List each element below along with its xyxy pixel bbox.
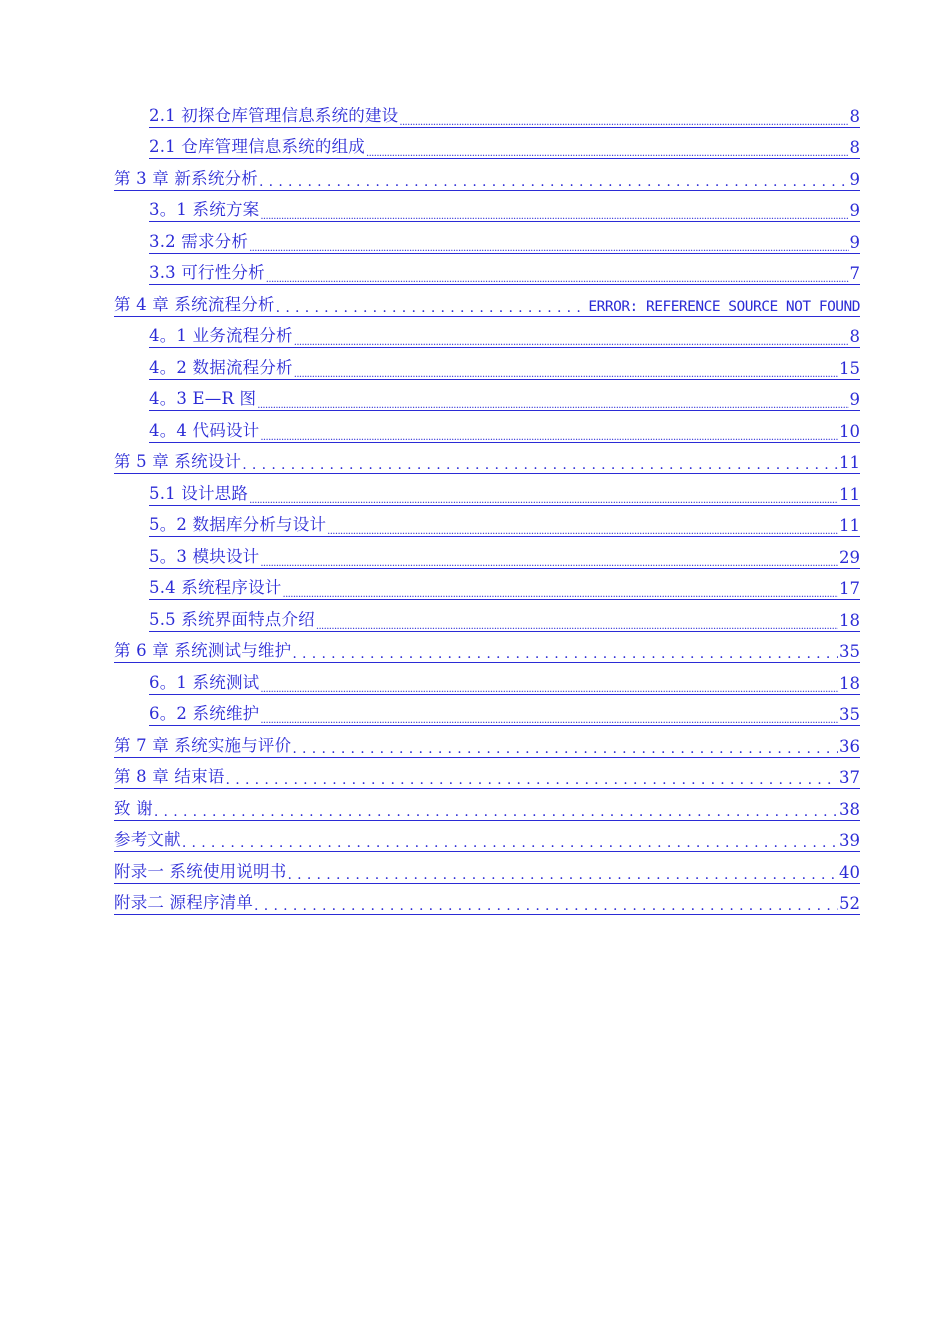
- toc-dot-leader: [294, 361, 838, 378]
- toc-entry-title: 6。2 系统维护: [149, 704, 260, 723]
- toc-section-link[interactable]: [149, 348, 860, 380]
- toc-dot-leader: [226, 771, 838, 788]
- toc-dot-leader: [292, 739, 838, 756]
- toc-entry-page-number: 8: [849, 138, 860, 157]
- toc-dot-leader: [283, 582, 839, 599]
- toc-section-link[interactable]: [149, 254, 860, 286]
- toc-section-link[interactable]: [149, 537, 860, 569]
- toc-section-link[interactable]: [149, 191, 860, 223]
- toc-entry-page-number: 9: [849, 201, 860, 220]
- toc-entry-page-number: 29: [839, 547, 860, 567]
- toc-dot-leader: [242, 456, 838, 473]
- toc-entry-title: 第 4 章 系统流程分析: [114, 294, 275, 314]
- toc-dot-leader: [260, 676, 838, 693]
- toc-dot-leader: [182, 834, 838, 851]
- toc-dot-leader: [287, 865, 838, 882]
- toc-entry-title: 2.1 仓库管理信息系统的组成: [149, 137, 365, 156]
- toc-dot-leader: [327, 519, 838, 536]
- toc-chapter-link[interactable]: [114, 758, 860, 790]
- toc-dot-leader: [260, 204, 848, 221]
- toc-dot-leader: [294, 330, 849, 347]
- toc-entry-title: 附录二 源程序清单: [114, 893, 254, 912]
- toc-section-link[interactable]: [149, 474, 860, 506]
- toc-entry-page-number: 15: [839, 358, 860, 378]
- toc-entry-page-number: ERROR: REFERENCE SOURCE NOT FOUND: [588, 298, 860, 315]
- toc-entry-title: 5.4 系统程序设计: [149, 578, 282, 597]
- toc-entry-page-number: 11: [839, 516, 860, 535]
- toc-chapter-link[interactable]: [114, 789, 860, 821]
- toc-entry-page-number: 7: [849, 264, 860, 283]
- toc-section-link[interactable]: [149, 128, 860, 160]
- toc-chapter-link[interactable]: [114, 884, 860, 916]
- toc-dot-leader: [257, 393, 848, 410]
- toc-section-link[interactable]: [149, 96, 860, 128]
- toc-dot-leader: [316, 613, 838, 630]
- toc-entry-page-number: 11: [839, 484, 860, 504]
- toc-entry-title: 4。2 数据流程分析: [149, 357, 293, 377]
- toc-entry-title: 5。2 数据库分析与设计: [149, 515, 327, 534]
- toc-entry-page-number: 40: [839, 862, 860, 882]
- toc-chapter-link[interactable]: [114, 726, 860, 758]
- toc-entry-title: 5.5 系统界面特点介绍: [149, 609, 315, 629]
- toc-entry-page-number: 35: [839, 642, 860, 661]
- toc-entry-page-number: 11: [839, 453, 860, 472]
- toc-entry-title: 2.1 初探仓库管理信息系统的建设: [149, 105, 399, 125]
- toc-entry-page-number: 38: [839, 799, 860, 819]
- toc-entry-title: 4。4 代码设计: [149, 420, 260, 440]
- toc-entry-title: 3。1 系统方案: [149, 200, 260, 219]
- toc-dot-leader: [366, 141, 849, 158]
- toc-dot-leader: [260, 708, 838, 725]
- toc-entry-title: 参考文献: [114, 830, 181, 849]
- toc-entry-title: 致 谢: [114, 798, 153, 818]
- toc-dot-leader: [259, 172, 849, 189]
- toc-entry-page-number: 9: [849, 390, 860, 409]
- toc-dot-leader: [276, 298, 588, 315]
- toc-entry-title: 第 6 章 系统测试与维护: [114, 641, 292, 660]
- toc-dot-leader: [266, 267, 849, 284]
- toc-dot-leader: [249, 487, 838, 504]
- toc-entry-title: 5。3 模块设计: [149, 546, 260, 566]
- toc-entry-title: 附录一 系统使用说明书: [114, 861, 287, 881]
- toc-section-link[interactable]: [149, 695, 860, 727]
- toc-entry-page-number: 10: [839, 421, 860, 441]
- toc-section-link[interactable]: [149, 380, 860, 412]
- toc-chapter-link[interactable]: [114, 285, 860, 317]
- toc-entry-title: 4。3 E—R 图: [149, 389, 257, 408]
- toc-section-link[interactable]: [149, 222, 860, 254]
- toc-section-link[interactable]: [149, 411, 860, 443]
- toc-chapter-link[interactable]: [114, 852, 860, 884]
- toc-entry-page-number: 8: [849, 327, 860, 346]
- toc-entry-page-number: 52: [839, 894, 860, 913]
- toc-entry-page-number: 9: [849, 232, 860, 252]
- toc-entry-title: 第 8 章 结束语: [114, 767, 225, 786]
- toc-section-link[interactable]: [149, 569, 860, 601]
- toc-entry-page-number: 39: [839, 831, 860, 850]
- toc-section-link[interactable]: [149, 506, 860, 538]
- toc-section-link[interactable]: [149, 600, 860, 632]
- toc-dot-leader: [154, 802, 838, 819]
- table-of-contents: [114, 96, 860, 915]
- toc-entry-page-number: 37: [839, 768, 860, 787]
- toc-entry-title: 3.3 可行性分析: [149, 263, 265, 282]
- toc-dot-leader: [254, 897, 838, 914]
- toc-entry-page-number: 18: [839, 673, 860, 693]
- toc-entry-title: 第 7 章 系统实施与评价: [114, 735, 292, 755]
- toc-chapter-link[interactable]: [114, 159, 860, 191]
- toc-chapter-link[interactable]: [114, 632, 860, 664]
- toc-entry-page-number: 36: [839, 736, 860, 756]
- toc-entry-page-number: 9: [849, 169, 860, 189]
- toc-entry-title: 5.1 设计思路: [149, 483, 249, 503]
- toc-entry-title: 4。1 业务流程分析: [149, 326, 293, 345]
- toc-chapter-link[interactable]: [114, 821, 860, 853]
- toc-entry-title: 第 3 章 新系统分析: [114, 168, 258, 188]
- toc-entry-title: 3.2 需求分析: [149, 231, 249, 251]
- toc-section-link[interactable]: [149, 317, 860, 349]
- toc-dot-leader: [292, 645, 838, 662]
- toc-dot-leader: [249, 235, 848, 252]
- toc-entry-page-number: 17: [839, 579, 860, 598]
- toc-entry-page-number: 18: [839, 610, 860, 630]
- toc-dot-leader: [399, 109, 848, 126]
- toc-dot-leader: [260, 424, 838, 441]
- toc-section-link[interactable]: [149, 663, 860, 695]
- toc-chapter-link[interactable]: [114, 443, 860, 475]
- toc-entry-page-number: 8: [849, 106, 860, 126]
- toc-entry-page-number: 35: [839, 705, 860, 724]
- toc-entry-title: 6。1 系统测试: [149, 672, 260, 692]
- toc-entry-title: 第 5 章 系统设计: [114, 452, 242, 471]
- toc-dot-leader: [260, 550, 838, 567]
